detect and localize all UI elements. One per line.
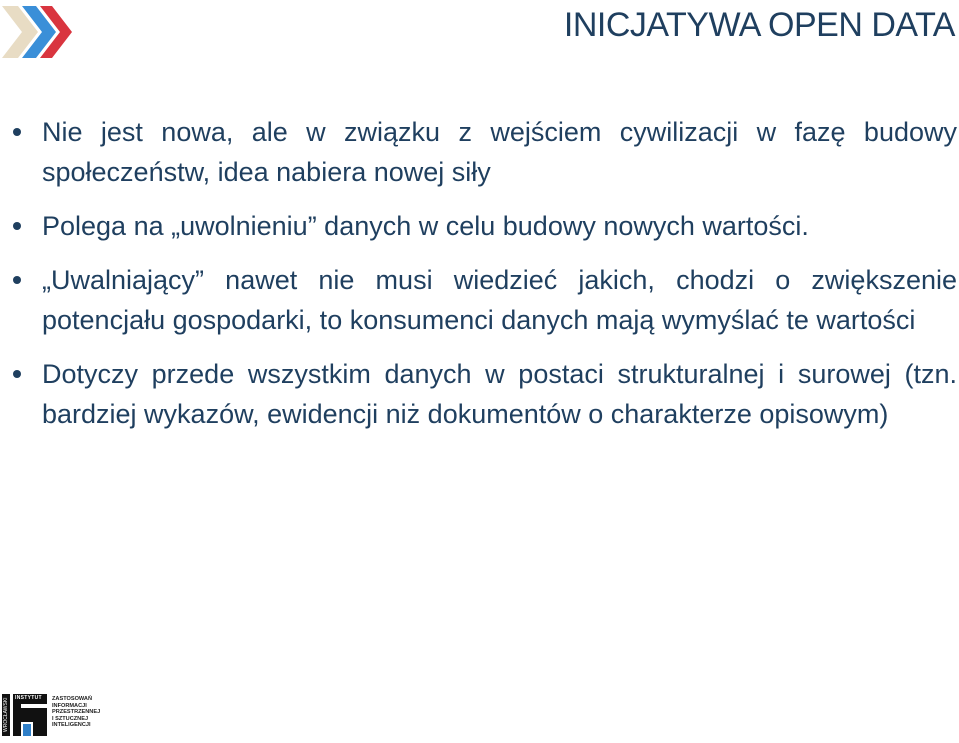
slide-title: INICJATYWA OPEN DATA	[563, 6, 955, 44]
logo-name-line: ZASTOSOWAŃ	[52, 696, 92, 702]
chevron-arrows-icon	[0, 2, 76, 62]
bullet-text: Polega na „uwolnieniu” danych w celu budowy nowych wartości.	[42, 211, 809, 241]
logo-name-line: PRZESTRZENNEJ	[52, 709, 101, 715]
logo-name-line: INTELIGENCJI	[52, 722, 91, 728]
logo-name	[52, 696, 110, 729]
institute-logo-icon	[2, 692, 112, 738]
logo-name-line: I SZTUCZNEJ	[52, 715, 89, 722]
bullet-dot-icon	[13, 128, 21, 136]
bullet-item	[10, 112, 957, 192]
bullet-text: „Uwalniający” nawet nie musi wiedzieć jakich, chodzi o zwiększenie potencjału gospodarki, to konsumenci danych mają wymyślać te wartości	[42, 265, 957, 335]
logo-vertical-text: WROCŁAWSKI	[2, 694, 10, 736]
bullet-list	[10, 112, 957, 448]
bullet-dot-icon	[13, 222, 21, 230]
bullet-dot-icon	[13, 276, 21, 284]
bullet-item	[10, 260, 957, 340]
bullet-dot-icon	[13, 370, 21, 378]
bullet-text: Dotyczy przede wszystkim danych w postaci strukturalnej i surowej (tzn. bardziej wykazów, ewidencji niż dokumentów o charakterze opisowym)	[42, 359, 957, 429]
logo-badge-text: INSTYTUT	[15, 695, 42, 701]
logo-name-line: INFORMACJI	[52, 702, 87, 709]
bullet-text: Nie jest nowa, ale w związku z wejściem cywilizacji w fazę budowy społeczeństw, idea nabiera nowej siły	[42, 117, 957, 187]
bullet-item	[10, 206, 957, 246]
bullet-item	[10, 354, 957, 434]
